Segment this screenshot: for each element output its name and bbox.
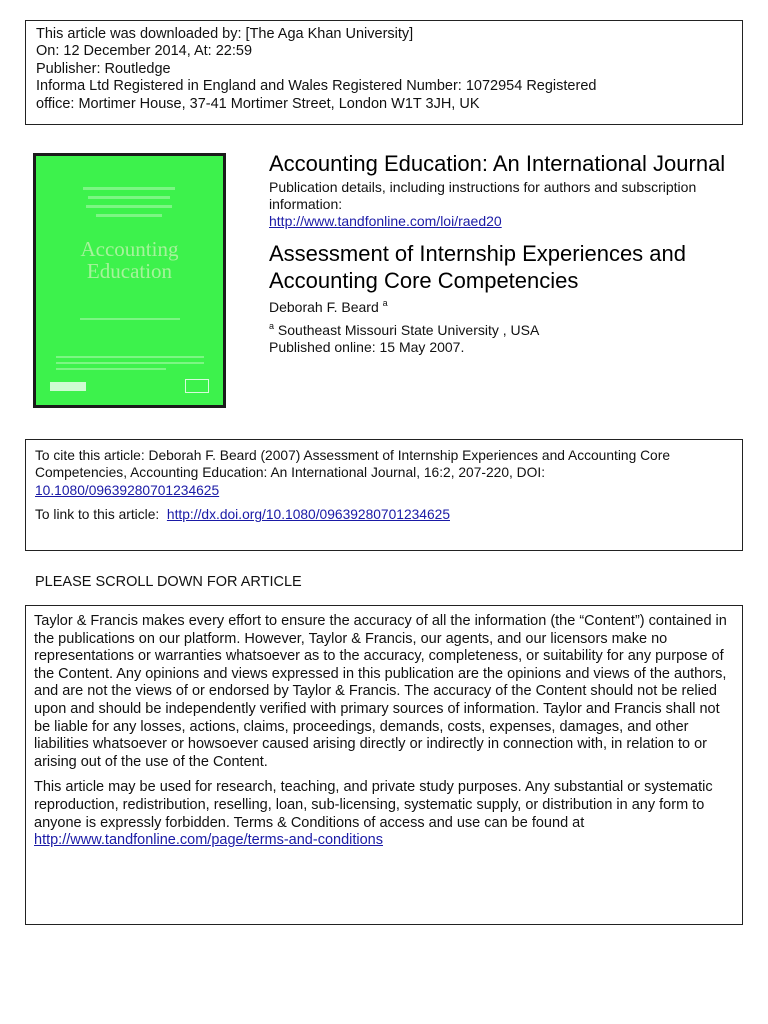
cover-decoration [56,362,204,364]
disclaimer-paragraph: Taylor & Francis makes every effort to ensure the accuracy of all the information (the “Content”) contained in the publications on our platform. However, Taylor & Francis, our agents, and our licensors make no representations or warranties whatsoever as to the accuracy, completeness, or suitability for any purpose of the Content. Any opinions and views expressed in this publication are the opinions and views of the authors, and are not the views of or endorsed by Taylor & Francis. The accuracy of the Content should not be relied upon and should be independently verified with primary sources of information. Taylor and Francis shall not be liable for any losses, actions, claims, proceedings, demands, costs, expenses, damages, and other liabilities whatsoever or howsoever caused arising directly or indirectly in connection with, in relation to or arising out of the use of the Content. [34,613,727,770]
cover-decoration [96,214,162,217]
cover-decoration [83,187,175,190]
journal-cover [33,153,226,408]
cover-decoration [56,356,204,358]
cover-panel [36,156,223,405]
terms-link[interactable]: http://www.tandfonline.com/page/terms-and-conditions [34,832,383,849]
doi-link[interactable]: 10.1080/09639280701234625 [35,482,220,498]
cover-decoration [56,368,166,370]
cover-title-line: Education [86,259,173,283]
affiliation: Southeast Missouri State University , USA [277,322,540,339]
journal-title: Accounting Education: An International Journal [269,151,726,176]
publication-details: Publication details, including instructions for authors and subscription information: [269,179,697,212]
link-label: To link to this article: [35,507,160,523]
published-date: Published online: 15 May 2007. [269,339,465,356]
usage-text: This article may be used for research, teaching, and private study purposes. Any substantial or systematic reproduction, redistribution, reselling, loan, sub-licensing, systematic supply, or distribution in any form to anyone is expressly forbidden. Terms & Conditions of access and use can be found at [34,779,713,831]
download-line: This article was downloaded by: [The Aga Khan University] [36,26,414,42]
cover-title-line: Accounting [80,237,179,261]
cover-logo [50,382,86,391]
office-address: office: Mortimer House, 37-41 Mortimer Street, London W1T 3JH, UK [36,95,480,112]
cover-decoration [88,196,170,199]
article-link-line [35,506,733,523]
cover-decoration [86,205,172,208]
citation-box [25,439,743,551]
citation-body: To cite this article: Deborah F. Beard (2007) Assessment of Internship Experiences and Accounting Core Competencies, Accounting Education: An International Journal, 16:2, 207-220, DOI: [35,448,670,481]
registration-line: Informa Ltd Registered in England and Wales Registered Number: 1072954 Registered [36,78,597,95]
citation-text [35,447,733,499]
publisher: Publisher: Routledge [36,60,171,77]
article-doi-url-link[interactable]: http://dx.doi.org/10.1080/09639280701234625 [166,507,450,523]
cover-title [36,238,223,282]
affiliation-marker: a [269,321,275,332]
article-title: Assessment of Internship Experiences and Accounting Core Competencies [269,241,687,294]
affiliation-line [269,322,739,339]
journal-info [269,150,739,356]
author-affiliation-marker: a [382,298,388,309]
cover-decoration [80,318,180,320]
publisher-logo [185,379,209,393]
journal-url-link[interactable]: http://www.tandfonline.com/loi/raed20 [269,213,502,230]
scroll-notice: PLEASE SCROLL DOWN FOR ARTICLE [35,574,302,590]
author-line [269,298,739,316]
download-date: On: 12 December 2014, At: 22:59 [36,43,253,60]
disclaimer-box [25,605,743,925]
usage-paragraph [34,779,734,849]
download-info-box [25,20,743,125]
author-name: Deborah F. Beard [269,299,379,316]
